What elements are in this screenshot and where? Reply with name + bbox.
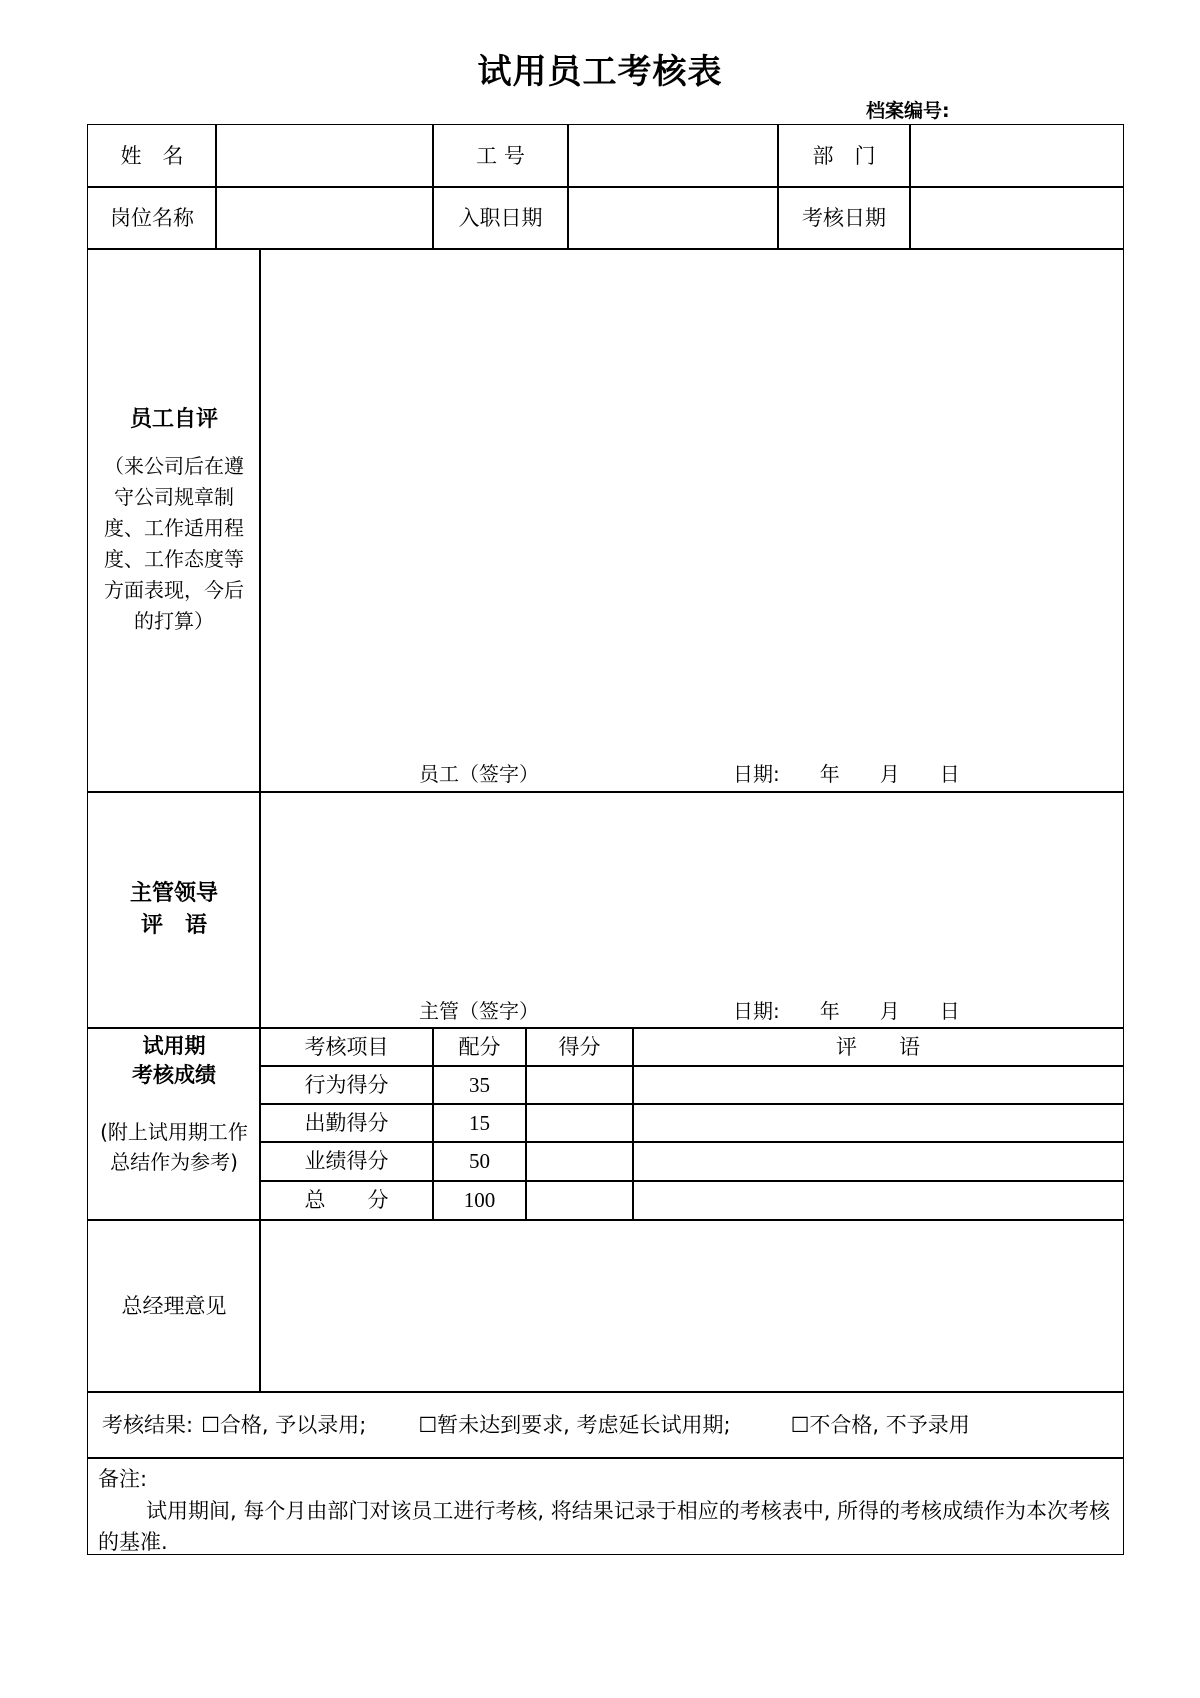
self-eval-area[interactable] bbox=[259, 248, 1124, 793]
position-label: 岗位名称 bbox=[87, 186, 217, 250]
hire-date-field[interactable] bbox=[567, 186, 779, 250]
position-field[interactable] bbox=[215, 186, 434, 250]
score-row-score-field[interactable] bbox=[525, 1141, 634, 1182]
name-label: 姓 名 bbox=[87, 124, 217, 188]
employee-id-label: 工 号 bbox=[432, 124, 569, 188]
score-row-item: 业绩得分 bbox=[259, 1141, 434, 1182]
score-row-comment-field[interactable] bbox=[632, 1141, 1124, 1182]
result-row bbox=[87, 1391, 1124, 1459]
employee-signature-label: 员工（签字） bbox=[419, 762, 539, 786]
result-option-pass[interactable]: ☐合格, 予以录用; bbox=[201, 1412, 367, 1437]
scores-header-points: 配分 bbox=[432, 1027, 527, 1067]
score-row-points: 15 bbox=[432, 1103, 527, 1143]
result-option-extend[interactable]: ☐暂未达到要求, 考虑延长试用期; bbox=[418, 1412, 731, 1437]
review-date-label: 考核日期 bbox=[777, 186, 911, 250]
self-eval-label-cell bbox=[87, 248, 261, 793]
supervisor-title-line1: 主管领导 bbox=[129, 881, 218, 907]
page-title: 试用员工考核表 bbox=[477, 52, 723, 92]
score-row-points: 35 bbox=[432, 1065, 527, 1105]
self-eval-title: 员工自评 bbox=[129, 406, 218, 432]
gm-opinion-label: 总经理意见 bbox=[87, 1219, 261, 1393]
scores-title-line2: 考核成绩 bbox=[132, 1063, 216, 1088]
supervisor-signature-label: 主管（签字） bbox=[419, 999, 539, 1023]
score-row-comment-field[interactable] bbox=[632, 1103, 1124, 1143]
supervisor-date-label: 日期: 年 月 日 bbox=[733, 999, 960, 1023]
remarks-text: 试用期间, 每个月由部门对该员工进行考核, 将结果记录于相应的考核表中, 所得的考核成绩作为本次考核的基准. bbox=[98, 1498, 1111, 1554]
scores-title-line1: 试用期 bbox=[142, 1034, 206, 1058]
score-row-item: 行为得分 bbox=[259, 1065, 434, 1105]
scores-header-comment: 评 语 bbox=[632, 1027, 1124, 1067]
score-row-score-field[interactable] bbox=[525, 1180, 634, 1221]
score-row-item: 总 分 bbox=[259, 1180, 434, 1221]
score-row-score-field[interactable] bbox=[525, 1103, 634, 1143]
score-row-comment-field[interactable] bbox=[632, 1180, 1124, 1221]
supervisor-title-line2: 评 语 bbox=[140, 913, 207, 938]
result-option-fail[interactable]: ☐不合格, 不予录用 bbox=[790, 1412, 970, 1437]
self-eval-date-label: 日期: 年 月 日 bbox=[733, 762, 960, 786]
name-field[interactable] bbox=[215, 124, 434, 188]
review-date-field[interactable] bbox=[909, 186, 1124, 250]
scores-label-cell bbox=[87, 1027, 261, 1221]
score-row-comment-field[interactable] bbox=[632, 1065, 1124, 1105]
score-row-score-field[interactable] bbox=[525, 1065, 634, 1105]
employee-id-field[interactable] bbox=[567, 124, 779, 188]
self-eval-hint: （来公司后在遵守公司规章制度、工作适用程度、工作态度等方面表现，今后的打算） bbox=[104, 454, 244, 634]
supervisor-comment-area[interactable] bbox=[259, 791, 1124, 1029]
scores-note: (附上试用期工作总结作为参考) bbox=[100, 1119, 248, 1174]
score-row-points: 50 bbox=[432, 1141, 527, 1182]
score-row-points: 100 bbox=[432, 1180, 527, 1221]
archive-number-label: 档案编号: bbox=[866, 100, 950, 122]
scores-header-item: 考核项目 bbox=[259, 1027, 434, 1067]
scores-header-score: 得分 bbox=[525, 1027, 634, 1067]
result-label: 考核结果: bbox=[102, 1412, 194, 1437]
hire-date-label: 入职日期 bbox=[432, 186, 569, 250]
remarks-box bbox=[87, 1457, 1124, 1555]
department-label: 部 门 bbox=[777, 124, 911, 188]
supervisor-label-cell bbox=[87, 791, 261, 1029]
gm-opinion-area[interactable] bbox=[259, 1219, 1124, 1393]
score-row-item: 出勤得分 bbox=[259, 1103, 434, 1143]
department-field[interactable] bbox=[909, 124, 1124, 188]
remarks-label: 备注: bbox=[98, 1467, 148, 1491]
